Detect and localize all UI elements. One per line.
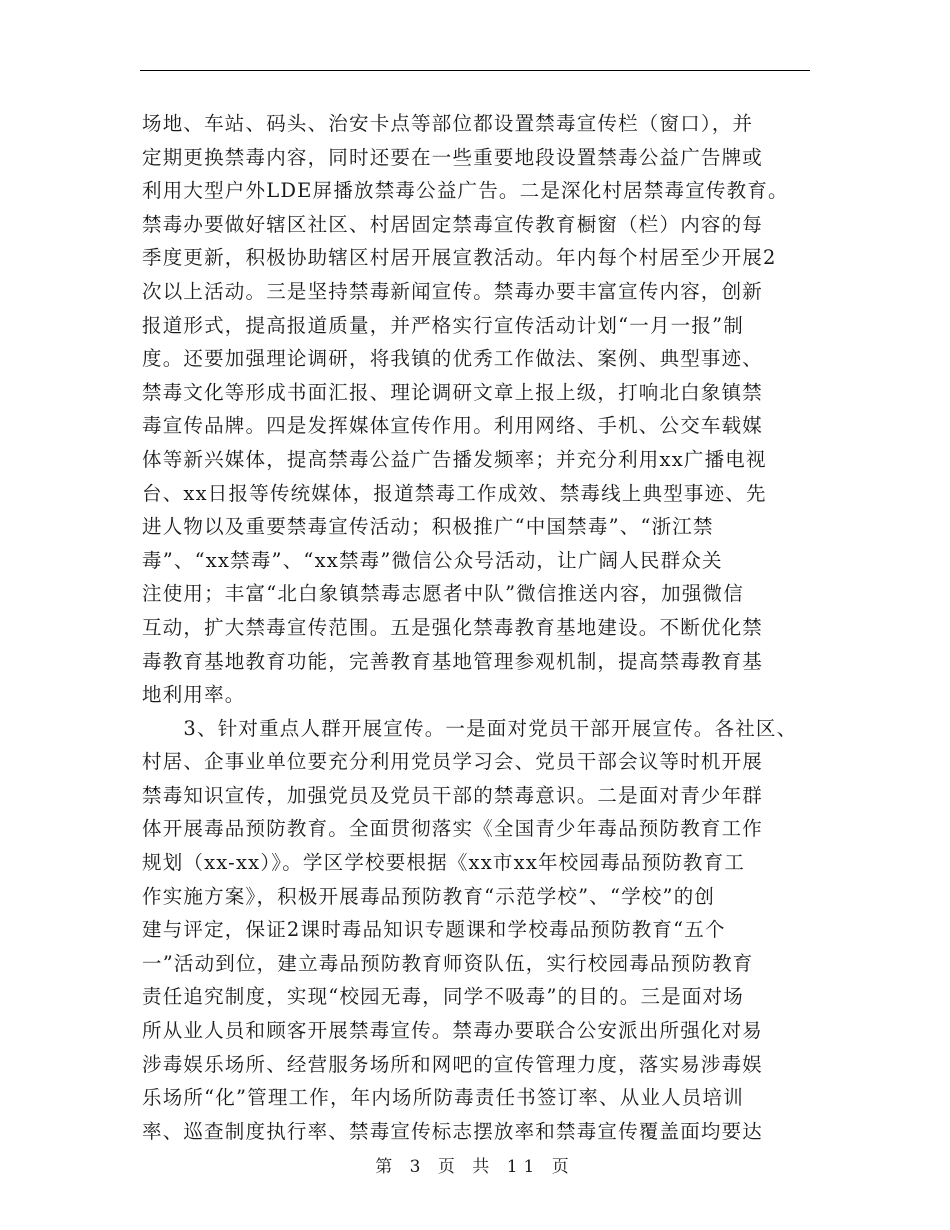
text-line: 注使用；丰富“北白象镇禁毒志愿者中队”微信推送内容，加强微信 [142,582,744,606]
text-line: 建与评定，保证2课时毒品知识专题课和学校毒品预防教育“五个 [142,918,726,942]
text-line: 毒宣传品牌。四是发挥媒体宣传作用。利用网络、手机、公交车载媒 [142,414,764,438]
text-line: 季度更新，积极协助辖区村居开展宣教活动。年内每个村居至少开展2 [142,246,777,270]
text-line: 作实施方案》，积极开展毒品预防教育“示范学校”、“学校”的创 [142,884,716,908]
text-line: 规划（xx-xx）》。学区学校要根据《xx市xx年校园毒品预防教育工 [142,851,746,875]
text-line: 地利用率。 [142,683,246,707]
text-line: 度。还要加强理论调研，将我镇的优秀工作做法、案例、典型事迹、 [142,347,764,371]
text-line: 责任追究制度，实现“校园无毒，同学不吸毒”的目的。三是面对场 [142,985,744,1009]
text-line: 禁毒办要做好辖区社区、村居固定禁毒宣传教育橱窗（栏）内容的每 [142,212,764,236]
text-line: 毒”、“xx禁毒”、“xx禁毒”微信公众号活动，让广阔人民群众关 [142,548,723,572]
header-rule [140,70,810,71]
text-line: 体开展毒品预防教育。全面贯彻落实《全国青少年毒品预防教育工作 [142,817,764,841]
text-line: 台、xx日报等传统媒体，报道禁毒工作成效、禁毒线上典型事迹、先 [142,481,767,505]
document-body [142,107,832,1148]
text-line: 乐场所“化”管理工作，年内场所防毒责任书签订率、从业人员培训 [142,1086,744,1110]
text-line: 场地、车站、码头、治安卡点等部位都设置禁毒宣传栏（窗口），并 [142,112,754,135]
text-line: 毒教育基地教育功能，完善教育基地管理参观机制，提高禁毒教育基 [142,649,764,673]
text-line: 报道形式，提高报道质量，并严格实行宣传活动计划“一月一报”制 [142,313,744,337]
text-line: 次以上活动。三是坚持禁毒新闻宣传。禁毒办要丰富宣传内容，创新 [142,279,764,303]
text-line: 所从业人员和顾客开展禁毒宣传。禁毒办要联合公安派出所强化对易 [142,1019,764,1043]
text-line: 一”活动到位，建立毒品预防教育师资队伍，实行校园毒品预防教育 [142,951,754,975]
text-line: 禁毒文化等形成书面汇报、理论调研文章上报上级，打响北白象镇禁 [142,380,764,404]
text-line: 定期更换禁毒内容，同时还要在一些重要地段设置禁毒公益广告牌或 [142,145,764,169]
page-footer: 第 3 页 共 11 页 [375,1157,575,1177]
text-line: 村居、企事业单位要充分利用党员学习会、党员干部会议等时机开展 [142,750,764,774]
text-line: 利用大型户外LDE屏播放禁毒公益广告。二是深化村居禁毒宣传教育。 [142,179,789,203]
paragraph-start-line: 3、针对重点人群开展宣传。一是面对党员干部开展宣传。各社区、 [142,716,798,740]
text-line: 互动，扩大禁毒宣传范围。五是强化禁毒教育基地建设。不断优化禁 [142,615,764,639]
text-line: 禁毒知识宣传，加强党员及党员干部的禁毒意识。二是面对青少年群 [142,783,764,807]
text-line: 涉毒娱乐场所、经营服务场所和网吧的宣传管理力度，落实易涉毒娱 [142,1052,764,1076]
text-line: 体等新兴媒体，提高禁毒公益广告播发频率；并充分利用xx广播电视 [142,447,767,471]
text-line: 进人物以及重要禁毒宣传活动；积极推广“中国禁毒”、“浙江禁 [142,515,714,539]
text-line: 率、巡查制度执行率、禁毒宣传标志摆放率和禁毒宣传覆盖面均要达 [142,1119,764,1143]
